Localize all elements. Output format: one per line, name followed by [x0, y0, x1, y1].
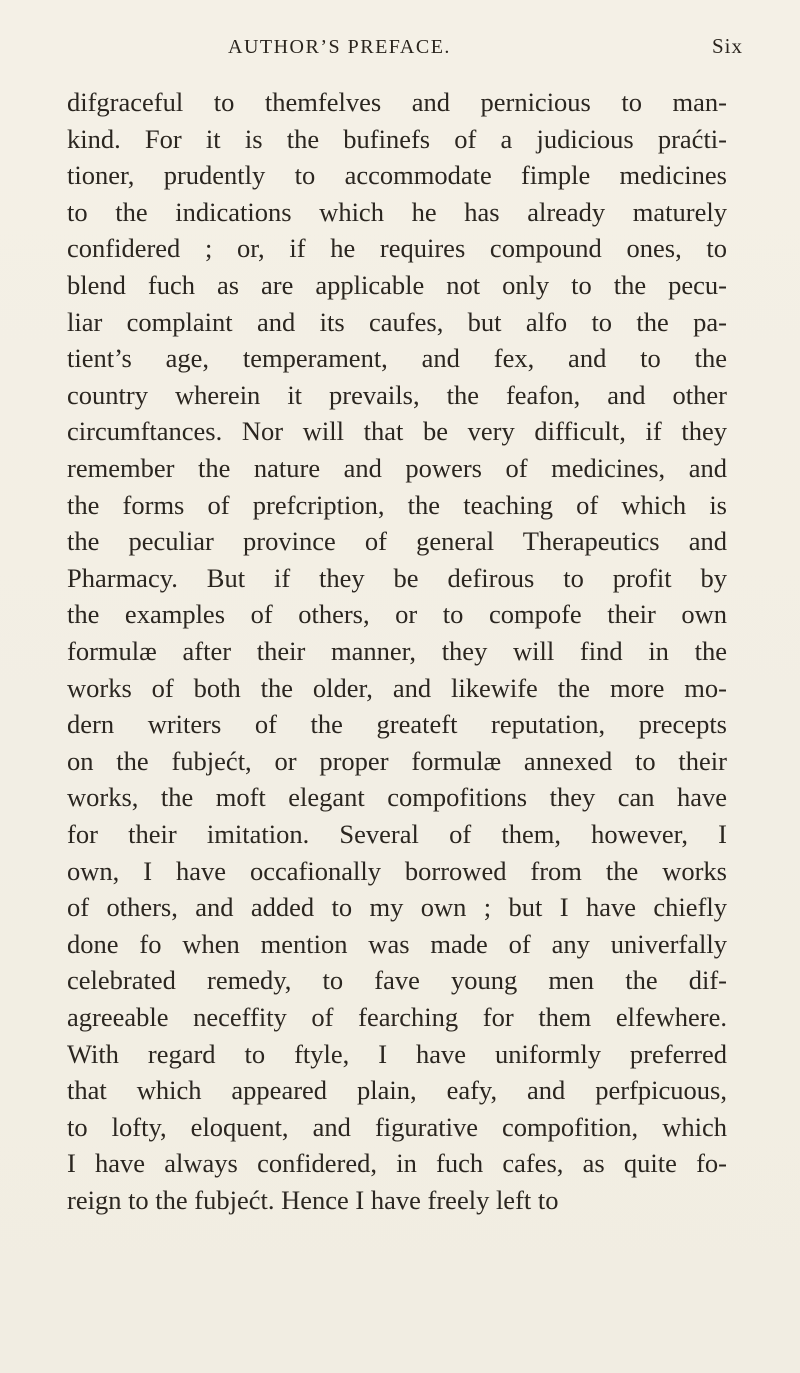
text-line: done fo when mention was made of any univerfally: [67, 928, 727, 959]
text-line: liar complaint and its caufes, but alfo to the pa-: [67, 306, 727, 337]
text-line: formulæ after their manner, they will find in the: [67, 636, 727, 666]
text-line: that which appeared plain, eafy, and perfpicuous,: [67, 1075, 727, 1106]
text-line: kind. For it is the bufinefs of a judicious praćti-: [67, 123, 727, 154]
running-head: [0, 26, 800, 66]
text-line: the forms of prefcription, the teaching of which is: [67, 489, 727, 520]
running-title: AUTHOR’S PREFACE.: [228, 36, 451, 58]
text-line: circumftances. Nor will that be very difficult, if they: [67, 416, 727, 447]
text-line: the examples of others, or to compofe their own: [67, 599, 727, 630]
text-line: on the fubjećt, or proper formulæ annexed to their: [67, 745, 727, 776]
text-line: remember the nature and powers of medicines, and: [67, 453, 727, 483]
text-line: for their imitation. Several of them, however, I: [67, 819, 727, 849]
text-line: country wherein it prevails, the feafon, and other: [67, 379, 727, 410]
text-line: works of both the older, and likewife the more mo-: [67, 672, 727, 703]
text-line: the peculiar province of general Therapeutics and: [67, 526, 727, 557]
text-line: works, the moft elegant compofitions they can have: [67, 782, 727, 813]
text-line: blend fuch as are applicable not only to the pecu-: [67, 270, 727, 300]
text-line: reign to the fubjećt. Hence I have freely left to: [67, 1185, 559, 1215]
text-line: difgraceful to themfelves and pernicious to man-: [67, 87, 727, 117]
text-line: celebrated remedy, to fave young men the dif-: [67, 965, 727, 996]
text-line: tioner, prudently to accommodate fimple medicines: [67, 160, 727, 191]
text-line: dern writers of the greateft reputation, precepts: [67, 709, 727, 740]
text-line: With regard to ftyle, I have uniformly preferred: [67, 1038, 727, 1069]
text-line: Pharmacy. But if they be defirous to profit by: [67, 562, 727, 593]
text-line: own, I have occafionally borrowed from the works: [67, 855, 727, 886]
text-line: tient’s age, temperament, and fex, and to the: [67, 343, 727, 374]
text-line: agreeable neceffity of fearching for them elfewhere.: [67, 1002, 727, 1032]
text-line: to lofty, eloquent, and figurative compofition, which: [67, 1111, 727, 1142]
text-line: I have always confidered, in fuch cafes, as quite fo-: [67, 1148, 727, 1179]
text-line: to the indications which he has already maturely: [67, 196, 727, 227]
page-number: Six: [712, 34, 744, 58]
text-line: of others, and added to my own ; but I have chiefly: [67, 892, 727, 923]
text-line: confidered ; or, if he requires compound ones, to: [67, 233, 727, 264]
